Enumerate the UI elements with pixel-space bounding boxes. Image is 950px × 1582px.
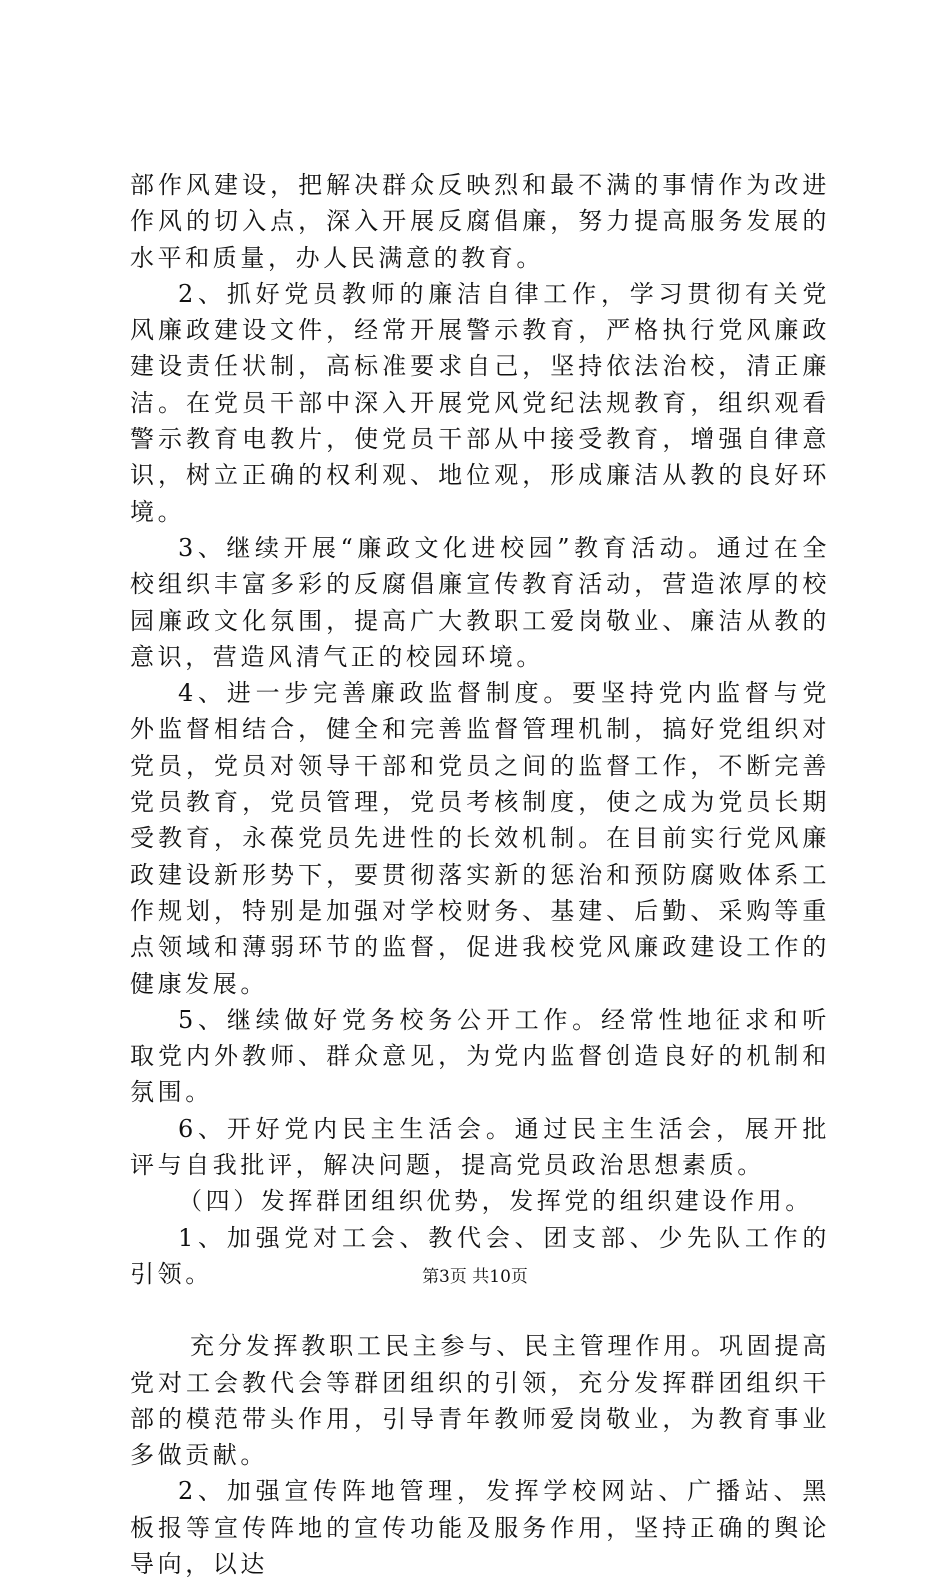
document-body — [130, 167, 830, 1582]
paragraph-item-3: 3、继续开展“廉政文化进校园”教育活动。通过在全校组织丰富多彩的反腐倡廉宣传教育活动，营造浓厚的校园廉政文化氛围，提高广大教职工爱岗敬业、廉洁从教的意识，营造风清气正的校园环境。 — [130, 533, 830, 671]
paragraph-item-2b: 2、加强宣传阵地管理，发挥学校网站、广播站、黑板报等宣传阵地的宣传功能及服务作用，坚持正确的舆论导向，以达 — [130, 1477, 830, 1578]
paragraph-item-2: 2、抓好党员教师的廉洁自律工作，学习贯彻有关党风廉政建设文件，经常开展警示教育，严格执行党风廉政建设责任状制，高标准要求自己，坚持依法治校，清正廉洁。在党员干部中深入开展党风党纪法规教育，组织观看警示教育电教片，使党员干部从中接受教育，增强自律意识，树立正确的权利观、地位观，形成廉洁从教的良好环境。 — [130, 279, 830, 526]
paragraph-item-1: 1、加强党对工会、教代会、团支部、少先队工作的引领。 — [130, 1223, 830, 1288]
paragraph-item-5: 5、继续做好党务校务公开工作。经常性地征求和听取党内外教师、群众意见，为党内监督创造良好的机制和氛围。 — [130, 1005, 830, 1107]
section-heading-4: （四）发挥群团组织优势，发挥党的组织建设作用。 — [178, 1187, 813, 1216]
paragraph-continuation: 部作风建设，把解决群众反映烈和最不满的事情作为改进作风的切入点，深入开展反腐倡廉，努力提高服务发展的水平和质量，办人民满意的教育。 — [130, 171, 830, 272]
page-number-footer: 第3页 共10页 — [422, 1267, 528, 1287]
paragraph-body: 充分发挥教职工民主参与、民主管理作用。巩固提高党对工会教代会等群团组织的引领，充分发挥群团组织干部的模范带头作用，引导青年教师爱岗敬业，为教育事业多做贡献。 — [130, 1332, 830, 1470]
paragraph-item-6: 6、开好党内民主生活会。通过民主生活会，展开批评与自我批评，解决问题，提高党员政治思想素质。 — [130, 1114, 830, 1180]
paragraph-item-4: 4、进一步完善廉政监督制度。要坚持党内监督与党外监督相结合，健全和完善监督管理机制，搞好党组织对党员，党员对领导干部和党员之间的监督工作，不断完善党员教育，党员管理，党员考核制度，使之成为党员长期受教育，永葆党员先进性的长效机制。在目前实行党风廉政建设新形势下，要贯彻落实新的惩治和预防腐败体系工作规划，特别是加强对学校财务、基建、后勤、采购等重点领域和薄弱环节的监督，促进我校党风廉政建设工作的健康发展。 — [130, 679, 830, 998]
